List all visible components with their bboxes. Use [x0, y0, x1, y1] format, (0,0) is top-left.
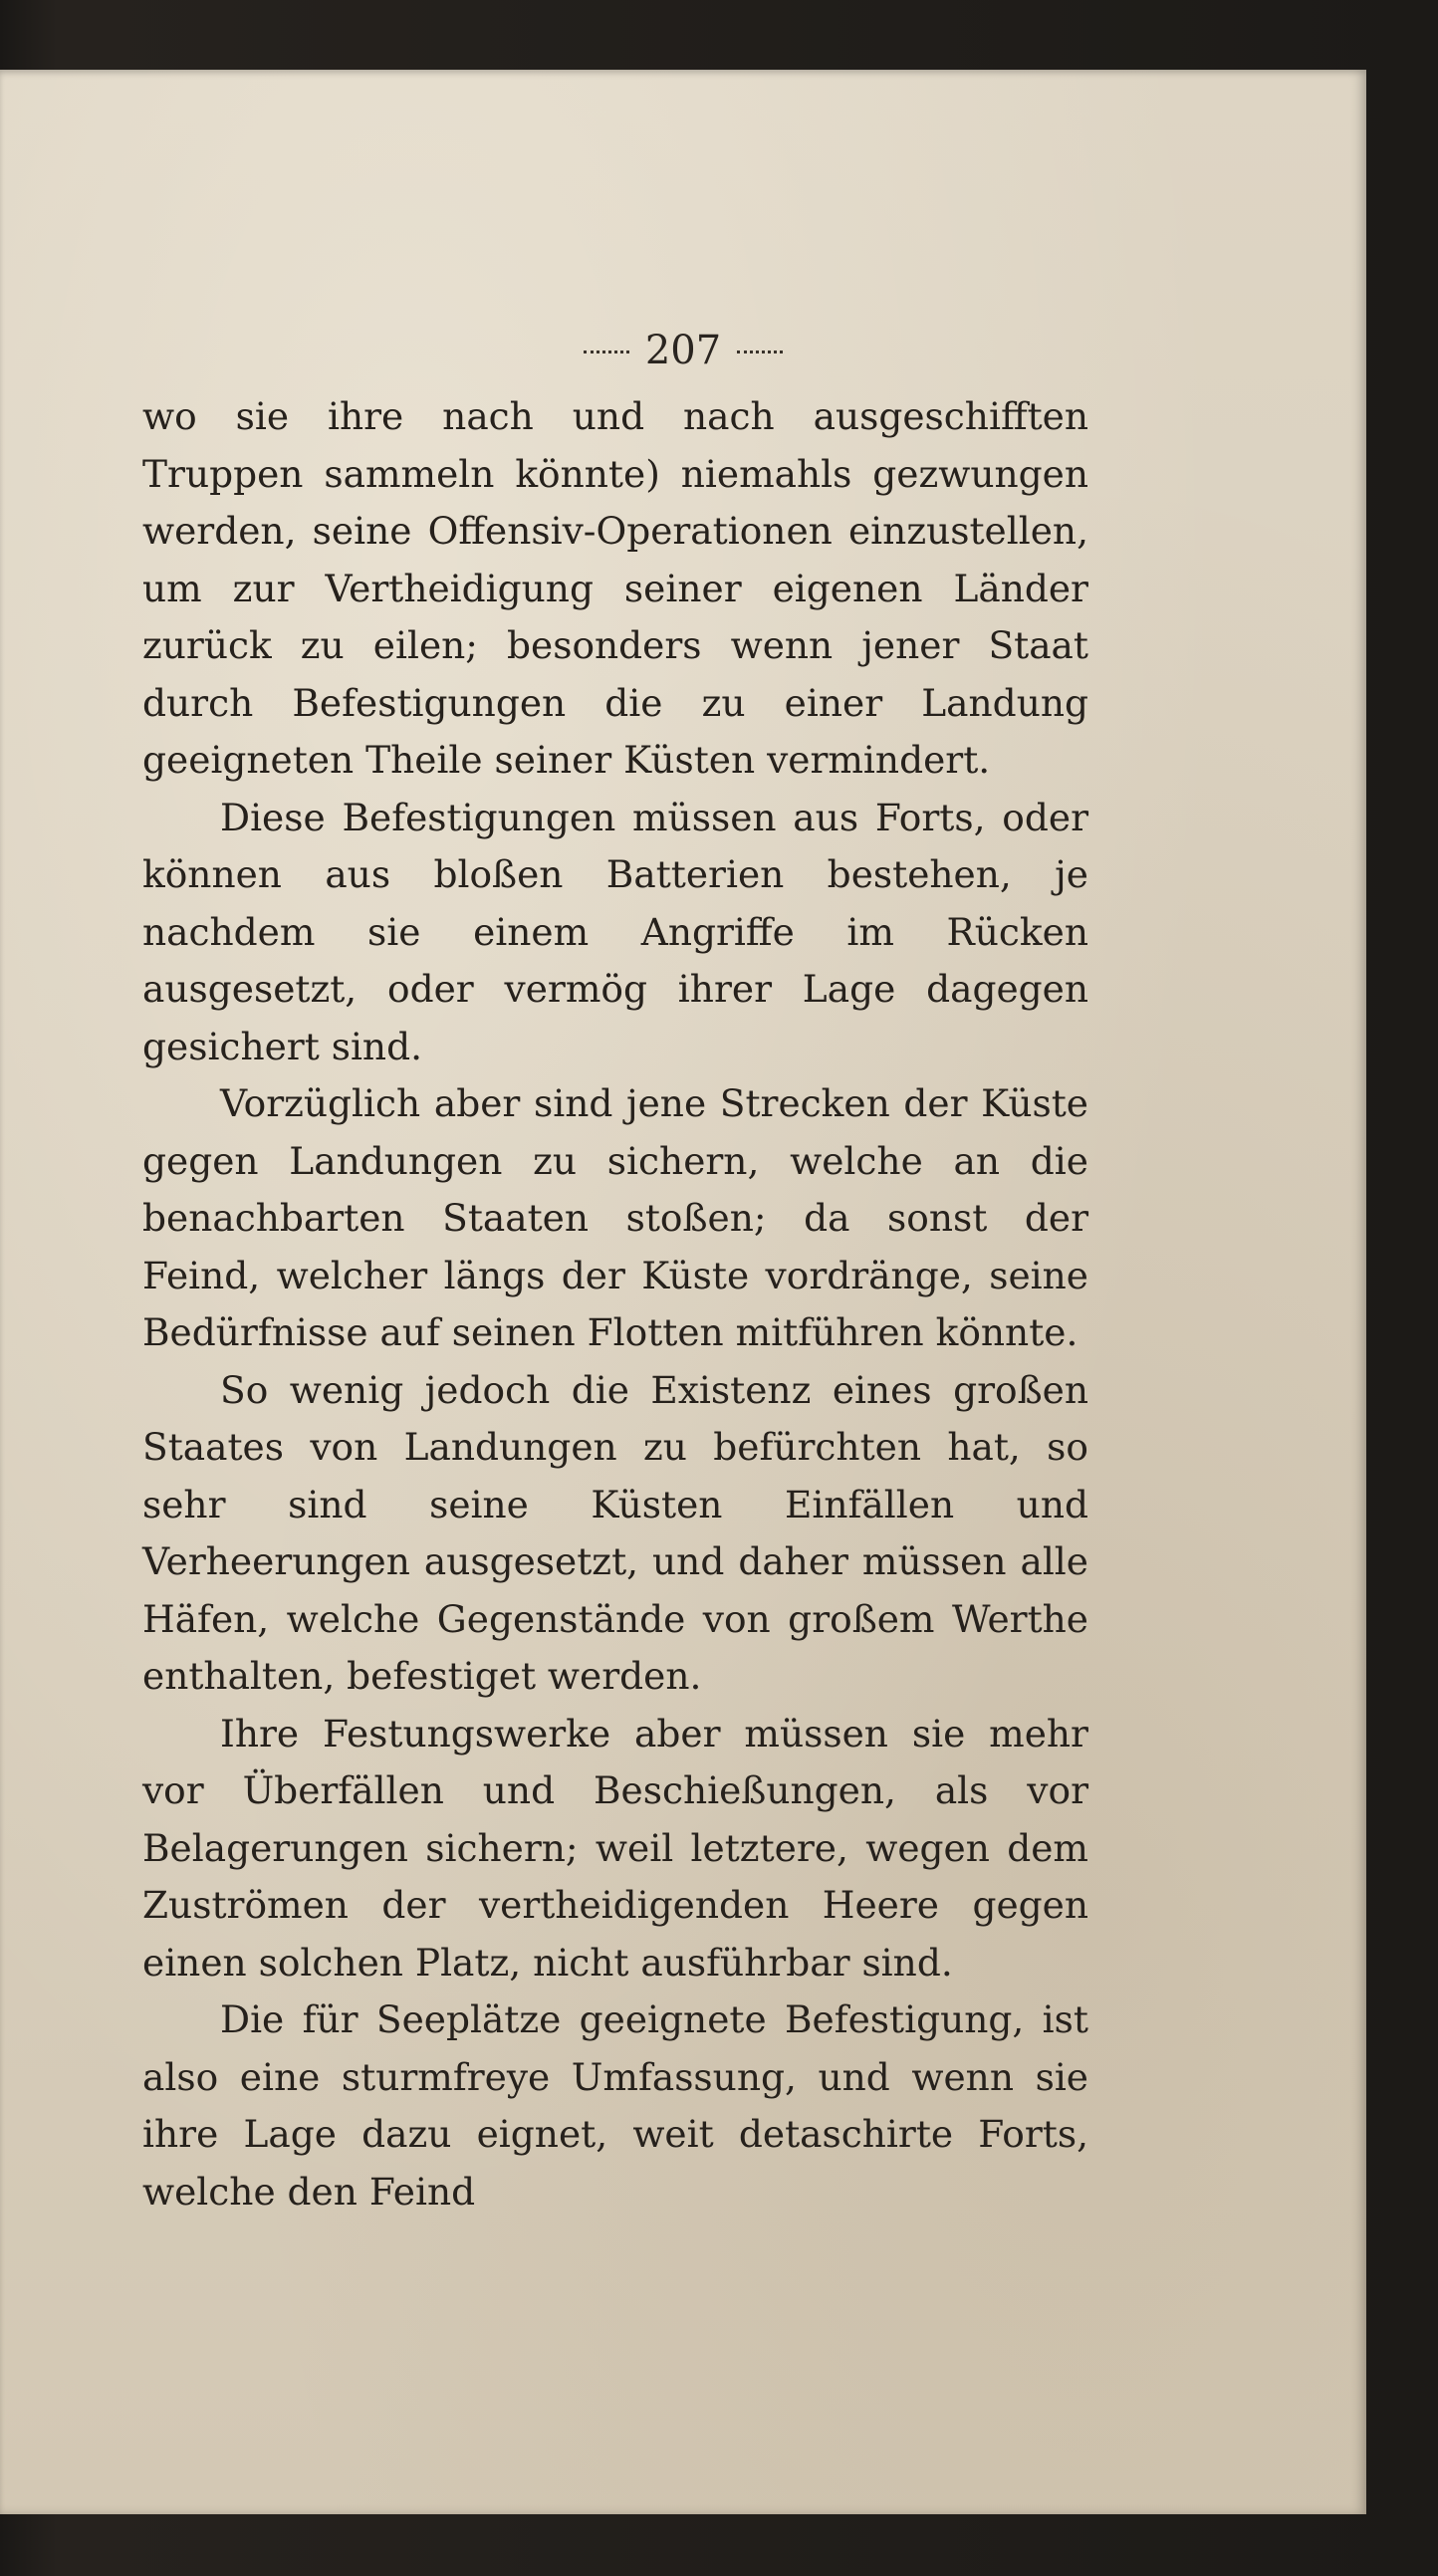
paragraph: Die für Seeplätze geeignete Befestigung, ist also eine sturmfreye Umfassung, und wenn sie ihre Lage dazu eignet, weit detaschirte Forts, welche den Feind: [142, 1997, 1088, 2214]
page-paper: [0, 70, 1366, 2514]
page-number: 207: [644, 328, 722, 373]
paragraph: Vorzüglich aber sind jene Strecken der Küste gegen Landungen zu sichern, welche an die benachbarten Staaten stoßen; da sonst der Feind, welcher längs der Küste vordränge, seine Bedürfnisse auf seinen Flotten mitführen könnte.: [142, 1081, 1088, 1354]
header-ornament-right: [737, 351, 783, 357]
paragraph: wo sie ihre nach und nach ausgeschifften Truppen sammeln könnte) niemahls gezwungen werden, seine Offensiv-Operationen einzustellen, um zur Vertheidigung seiner eigenen Länder zurück zu eilen; besonders wenn jener Staat durch Befestigungen die zu einer Landung geeigneten Theile seiner Küsten vermindert.: [142, 394, 1088, 782]
header-ornament-left: [584, 351, 629, 357]
paragraph: Ihre Festungswerke aber müssen sie mehr vor Überfällen und Beschießungen, als vor Belagerungen sichern; weil letztere, wegen dem Zuströmen der vertheidigenden Heere gegen einen solchen Platz, nicht ausführbar sind.: [142, 1711, 1088, 1985]
page-header: [0, 328, 1366, 373]
body-text: [142, 388, 1088, 2221]
paragraph: So wenig jedoch die Existenz eines großen Staates von Landungen zu befürchten hat, so sehr sind seine Küsten Einfällen und Verheerungen ausgesetzt, und daher müssen alle Häfen, welche Gegenstände von großem Werthe enthalten, befestiget werden.: [142, 1367, 1088, 1698]
paragraph: Diese Befestigungen müssen aus Forts, oder können aus bloßen Batterien bestehen, je nachdem sie einem Angriffe im Rücken ausgesetzt, oder vermög ihrer Lage dagegen gesichert sind.: [142, 795, 1088, 1068]
